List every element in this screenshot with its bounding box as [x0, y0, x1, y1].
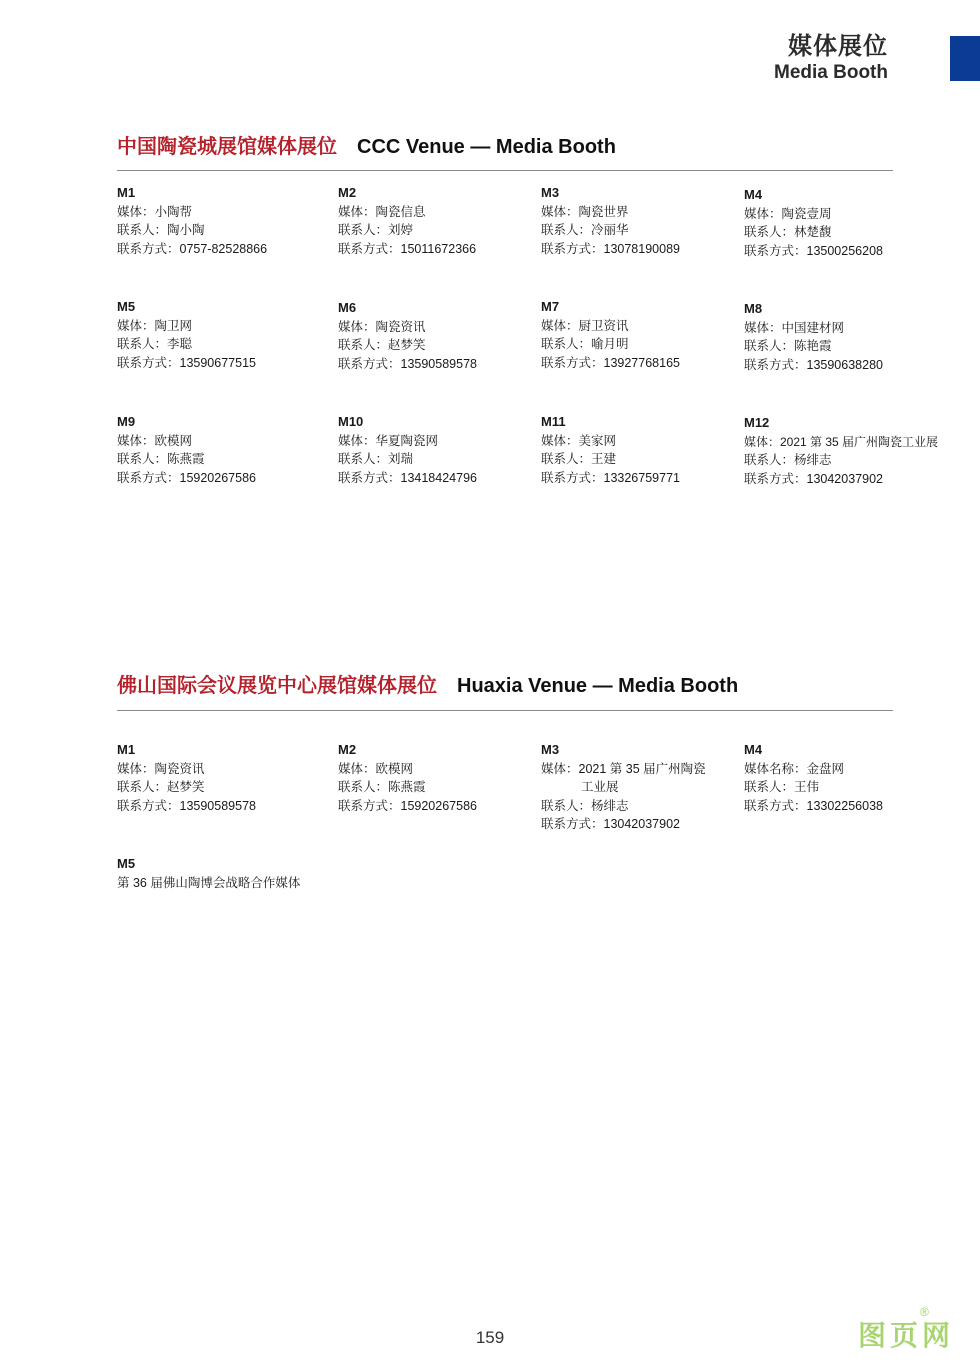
- booth-contact: 联系人：杨绯志: [541, 798, 629, 813]
- booth-media: 媒体：中国建材网: [744, 320, 845, 335]
- chapter-tab-marker: [950, 36, 980, 81]
- booth-contact: 联系人：林楚馥: [744, 225, 832, 239]
- section-title: [117, 669, 893, 701]
- booth-code: M2: [338, 742, 357, 757]
- section-title-zh: 佛山国际会议展览中心展馆媒体展位: [117, 673, 437, 697]
- booth-phone: 联系方式：13927768165: [541, 355, 680, 370]
- booth-media: 媒体：欧模网: [338, 761, 414, 776]
- booth-contact: 联系人：刘婷: [338, 223, 414, 237]
- booth-ccc-m9: [117, 413, 256, 487]
- booth-phone: 联系方式：13326759771: [541, 470, 680, 485]
- booth-huaxia-m5: [117, 855, 300, 892]
- booth-ccc-m8: [744, 300, 883, 374]
- booth-phone: 联系方式：13590589578: [117, 798, 256, 813]
- booth-phone: 联系方式：13302256038: [744, 798, 883, 813]
- booth-code: M3: [541, 185, 560, 200]
- section-ccc-venue: [117, 130, 893, 171]
- booth-ccc-m10: [338, 413, 477, 487]
- booth-code: M8: [744, 301, 763, 316]
- booth-contact: 联系人：王建: [541, 452, 617, 466]
- booth-ccc-m2: [338, 184, 476, 258]
- booth-contact: 联系人：冷丽华: [541, 223, 629, 237]
- booth-contact: 联系人：赵梦笑: [338, 338, 426, 352]
- booth-phone: 联系方式：13590589578: [338, 356, 477, 371]
- booth-contact: 联系人：赵梦笑: [117, 780, 205, 794]
- booth-code: M9: [117, 414, 136, 429]
- booth-huaxia-m4: [744, 741, 883, 815]
- booth-media: 媒体：陶卫网: [117, 318, 193, 333]
- section-title-en: Huaxia Venue — Media Booth: [457, 675, 739, 697]
- booth-phone: 联系方式：13418424796: [338, 470, 477, 485]
- booth-code: M4: [744, 742, 763, 757]
- booth-phone: 联系方式：15920267586: [338, 798, 477, 813]
- booth-contact: 联系人：陈艳霞: [744, 339, 832, 353]
- booth-media: 媒体：华夏陶瓷网: [338, 433, 439, 448]
- booth-code: M10: [338, 414, 364, 429]
- booth-code: M2: [338, 185, 357, 200]
- booth-ccc-m7: [541, 298, 680, 372]
- booth-code: M11: [541, 414, 566, 429]
- booth-media: 媒体：陶瓷壹周: [744, 206, 832, 221]
- booth-contact: 联系人：刘瑞: [338, 452, 414, 466]
- booth-media: 媒体：陶瓷资讯: [338, 319, 426, 334]
- booth-media: 媒体：美家网: [541, 433, 617, 448]
- booth-phone: 联系方式：13042037902: [744, 471, 883, 486]
- booth-contact: 联系人：李聪: [117, 337, 193, 351]
- booth-ccc-m1: [117, 184, 267, 258]
- page-number: 159: [475, 1328, 505, 1347]
- booth-phone: 联系方式：15920267586: [117, 470, 256, 485]
- booth-media: 媒体：陶瓷世界: [541, 204, 629, 219]
- booth-code: M12: [744, 415, 770, 430]
- booth-code: M7: [541, 299, 560, 314]
- booth-ccc-m11: [541, 413, 680, 487]
- booth-ccc-m3: [541, 184, 680, 258]
- booth-ccc-m4: [744, 186, 883, 260]
- page-header: [774, 30, 888, 84]
- booth-huaxia-m1: [117, 741, 256, 815]
- header-title-zh: 媒体展位: [788, 32, 888, 60]
- booth-code: M1: [117, 185, 136, 200]
- booth-code: M3: [541, 742, 560, 757]
- booth-huaxia-m2: [338, 741, 477, 815]
- section-divider: [117, 170, 893, 171]
- booth-code: M1: [117, 742, 136, 757]
- booth-contact: 联系人：陶小陶: [117, 223, 205, 237]
- booth-phone: 联系方式：13042037902: [541, 817, 680, 831]
- booth-media: 媒体：厨卫资讯: [541, 318, 629, 333]
- booth-ccc-m6: [338, 299, 477, 373]
- booth-media: 媒体：小陶帮: [117, 204, 193, 219]
- watermark-registered-mark: ®: [920, 1305, 929, 1319]
- booth-contact: 联系人：陈燕霞: [338, 780, 426, 794]
- booth-code: M6: [338, 300, 357, 315]
- header-title-en: Media Booth: [774, 62, 888, 83]
- booth-media: 媒体名称：金盘网: [744, 761, 845, 776]
- booth-phone: 联系方式：13590638280: [744, 357, 883, 372]
- booth-phone: 联系方式：13078190089: [541, 241, 680, 256]
- section-huaxia-venue: [117, 669, 893, 711]
- booth-phone: 联系方式：15011672366: [338, 241, 477, 256]
- booth-media: 媒体：2021 第 35 届广州陶瓷工业展: [744, 434, 939, 449]
- booth-code: M5: [117, 299, 136, 314]
- watermark-logo: 图页网: [858, 1319, 955, 1352]
- booth-huaxia-m3: [541, 741, 706, 834]
- booth-note: 第 36 届佛山陶博会战略合作媒体: [117, 875, 301, 890]
- booth-media: 媒体：陶瓷资讯: [117, 761, 205, 776]
- booth-media-continued: 工业展: [581, 780, 619, 794]
- booth-phone: 联系方式：13590677515: [117, 355, 256, 370]
- booth-contact: 联系人：喻月明: [541, 337, 629, 351]
- booth-contact: 联系人：杨绯志: [744, 453, 832, 467]
- booth-media: 媒体：陶瓷信息: [338, 204, 426, 219]
- booth-phone: 联系方式：13500256208: [744, 243, 883, 258]
- booth-contact: 联系人：陈燕霞: [117, 452, 205, 466]
- booth-code: M4: [744, 187, 763, 202]
- section-title-en: CCC Venue — Media Booth: [357, 136, 616, 158]
- booth-contact: 联系人：王伟: [744, 780, 820, 794]
- section-divider: [117, 710, 893, 711]
- section-title-zh: 中国陶瓷城展馆媒体展位: [117, 134, 337, 158]
- booth-code: M5: [117, 856, 136, 871]
- booth-media: 媒体：2021 第 35 届广州陶瓷: [541, 761, 706, 776]
- booth-ccc-m5: [117, 298, 256, 372]
- section-title: [117, 130, 893, 162]
- booth-ccc-m12: [744, 414, 938, 488]
- booth-phone: 联系方式：0757-82528866: [117, 241, 268, 256]
- booth-media: 媒体：欧模网: [117, 433, 193, 448]
